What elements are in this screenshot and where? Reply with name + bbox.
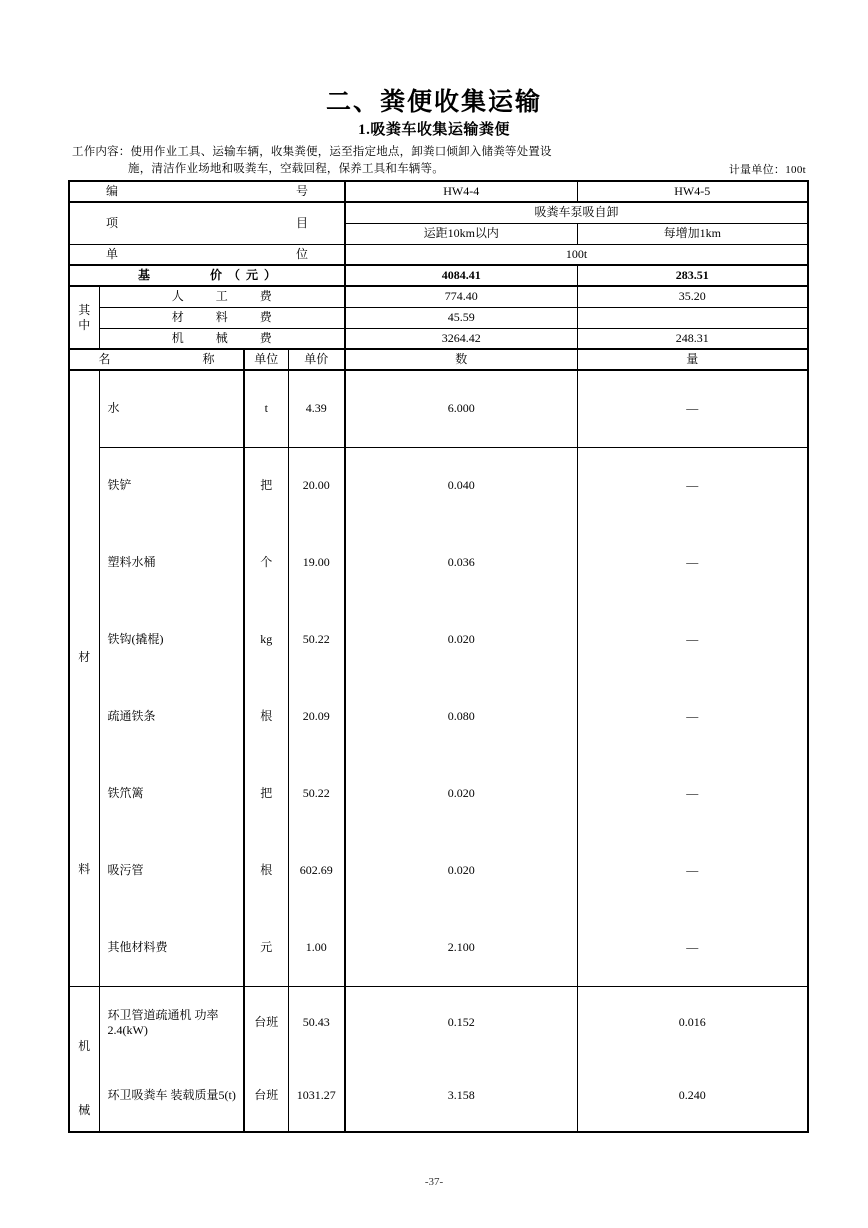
material-price: 602.69 xyxy=(288,832,345,909)
table-row-material-cost xyxy=(69,307,808,328)
measurement-unit-note: 计量单位：100t xyxy=(728,164,806,176)
table-row-item-group xyxy=(69,202,808,223)
machine-unit: 台班 xyxy=(244,1059,288,1132)
machine-cost-hw4-5: 248.31 xyxy=(577,328,808,349)
among-label: 其 中 xyxy=(69,286,99,349)
row-label-base-price: 基 价（元） xyxy=(69,265,345,286)
row-label-code: 编 号 xyxy=(69,181,345,202)
material-name: 吸污管 xyxy=(99,832,244,909)
material-price: 50.22 xyxy=(288,601,345,678)
work-content-block xyxy=(72,144,692,178)
material-qty-hw4-4: 0.020 xyxy=(345,601,577,678)
machine-name: 环卫吸粪车 装载质量5(t) xyxy=(99,1059,244,1132)
cost-label-labor: 人 工 费 xyxy=(99,286,345,307)
material-qty-hw4-4: 0.040 xyxy=(345,447,577,524)
item-group-label: 吸粪车泵吸自卸 xyxy=(345,202,808,223)
cost-label-machine: 机 械 费 xyxy=(99,328,345,349)
work-content-line1: 使用作业工具、运输车辆，收集粪便，运至指定地点，卸粪口倾卸入储粪等处置设 xyxy=(130,146,552,158)
unit-value: 100t xyxy=(345,244,808,265)
page-number: -37- xyxy=(424,1176,444,1188)
column-header-name: 名 称 xyxy=(69,349,244,370)
material-qty-hw4-5: — xyxy=(577,447,808,524)
code-value-hw4-5: HW4-5 xyxy=(577,181,808,202)
machine-qty-hw4-4: 3.158 xyxy=(345,1059,577,1132)
row-label-item: 项 目 xyxy=(69,202,345,244)
page-subtitle: 1.吸粪车收集运输粪便 xyxy=(358,122,510,138)
material-unit: 把 xyxy=(244,755,288,832)
material-cost-hw4-4: 45.59 xyxy=(345,307,577,328)
material-cost-hw4-5 xyxy=(577,307,808,328)
material-name: 塑料水桶 xyxy=(99,524,244,601)
labor-cost-hw4-5: 35.20 xyxy=(577,286,808,307)
material-name: 铁笊篱 xyxy=(99,755,244,832)
table-row-machine-item xyxy=(69,986,808,1059)
material-unit: kg xyxy=(244,601,288,678)
machine-cost-hw4-4: 3264.42 xyxy=(345,328,577,349)
code-value-hw4-4: HW4-4 xyxy=(345,181,577,202)
material-qty-hw4-4: 0.020 xyxy=(345,832,577,909)
cost-label-material: 材 料 费 xyxy=(99,307,345,328)
material-qty-hw4-4: 0.020 xyxy=(345,755,577,832)
machine-qty-hw4-5: 0.240 xyxy=(577,1059,808,1132)
base-price-hw4-5: 283.51 xyxy=(577,265,808,286)
table-row-machine-cost xyxy=(69,328,808,349)
machine-price: 50.43 xyxy=(288,986,345,1059)
column-header-price: 单价 xyxy=(288,349,345,370)
quota-table xyxy=(68,180,809,1133)
material-name: 其他材料费 xyxy=(99,909,244,986)
work-content-label: 工作内容： xyxy=(72,146,131,158)
column-header-qty-right: 量 xyxy=(577,349,808,370)
page-title: 二、粪便收集运输 xyxy=(325,87,542,116)
table-row-material-item xyxy=(69,755,808,832)
material-qty-hw4-5: — xyxy=(577,832,808,909)
material-unit: 把 xyxy=(244,447,288,524)
material-name: 铁铲 xyxy=(99,447,244,524)
material-group-label: 材 料 xyxy=(69,370,99,986)
material-unit: 元 xyxy=(244,909,288,986)
material-name: 铁钩(撬棍) xyxy=(99,601,244,678)
material-qty-hw4-4: 0.080 xyxy=(345,678,577,755)
material-price: 1.00 xyxy=(288,909,345,986)
material-unit: 根 xyxy=(244,832,288,909)
material-qty-hw4-5: — xyxy=(577,909,808,986)
material-unit: 个 xyxy=(244,524,288,601)
table-row-machine-item xyxy=(69,1059,808,1132)
machine-qty-hw4-4: 0.152 xyxy=(345,986,577,1059)
machine-name: 环卫管道疏通机 功率2.4(kW) xyxy=(99,986,244,1059)
table-row-code xyxy=(69,181,808,202)
material-qty-hw4-5: — xyxy=(577,370,808,447)
material-qty-hw4-5: — xyxy=(577,755,808,832)
machine-price: 1031.27 xyxy=(288,1059,345,1132)
material-qty-hw4-4: 6.000 xyxy=(345,370,577,447)
table-row-material-item xyxy=(69,524,808,601)
material-qty-hw4-5: — xyxy=(577,678,808,755)
table-row-material-item xyxy=(69,370,808,447)
table-row-base-price xyxy=(69,265,808,286)
table-row-unit xyxy=(69,244,808,265)
table-row-material-item xyxy=(69,832,808,909)
material-name: 水 xyxy=(99,370,244,447)
column-header-unit: 单位 xyxy=(244,349,288,370)
base-price-hw4-4: 4084.41 xyxy=(345,265,577,286)
table-row-material-item xyxy=(69,678,808,755)
table-row-material-item xyxy=(69,601,808,678)
item-value-distance: 运距10km以内 xyxy=(345,223,577,244)
material-name: 疏通铁条 xyxy=(99,678,244,755)
material-qty-hw4-4: 2.100 xyxy=(345,909,577,986)
machine-group-label: 机 械 xyxy=(69,986,99,1132)
table-row-material-item xyxy=(69,447,808,524)
material-price: 50.22 xyxy=(288,755,345,832)
labor-cost-hw4-4: 774.40 xyxy=(345,286,577,307)
material-qty-hw4-5: — xyxy=(577,601,808,678)
table-row-labor-cost xyxy=(69,286,808,307)
material-qty-hw4-5: — xyxy=(577,524,808,601)
column-header-qty-left: 数 xyxy=(345,349,577,370)
material-price: 19.00 xyxy=(288,524,345,601)
material-price: 20.09 xyxy=(288,678,345,755)
row-label-unit: 单 位 xyxy=(69,244,345,265)
material-price: 20.00 xyxy=(288,447,345,524)
item-value-increment: 每增加1km xyxy=(577,223,808,244)
material-unit: 根 xyxy=(244,678,288,755)
table-row-column-headers xyxy=(69,349,808,370)
material-qty-hw4-4: 0.036 xyxy=(345,524,577,601)
table-row-material-item xyxy=(69,909,808,986)
material-unit: t xyxy=(244,370,288,447)
material-price: 4.39 xyxy=(288,370,345,447)
work-content-line2: 施，清洁作业场地和吸粪车，空载回程，保养工具和车辆等。 xyxy=(128,163,444,175)
machine-unit: 台班 xyxy=(244,986,288,1059)
machine-qty-hw4-5: 0.016 xyxy=(577,986,808,1059)
